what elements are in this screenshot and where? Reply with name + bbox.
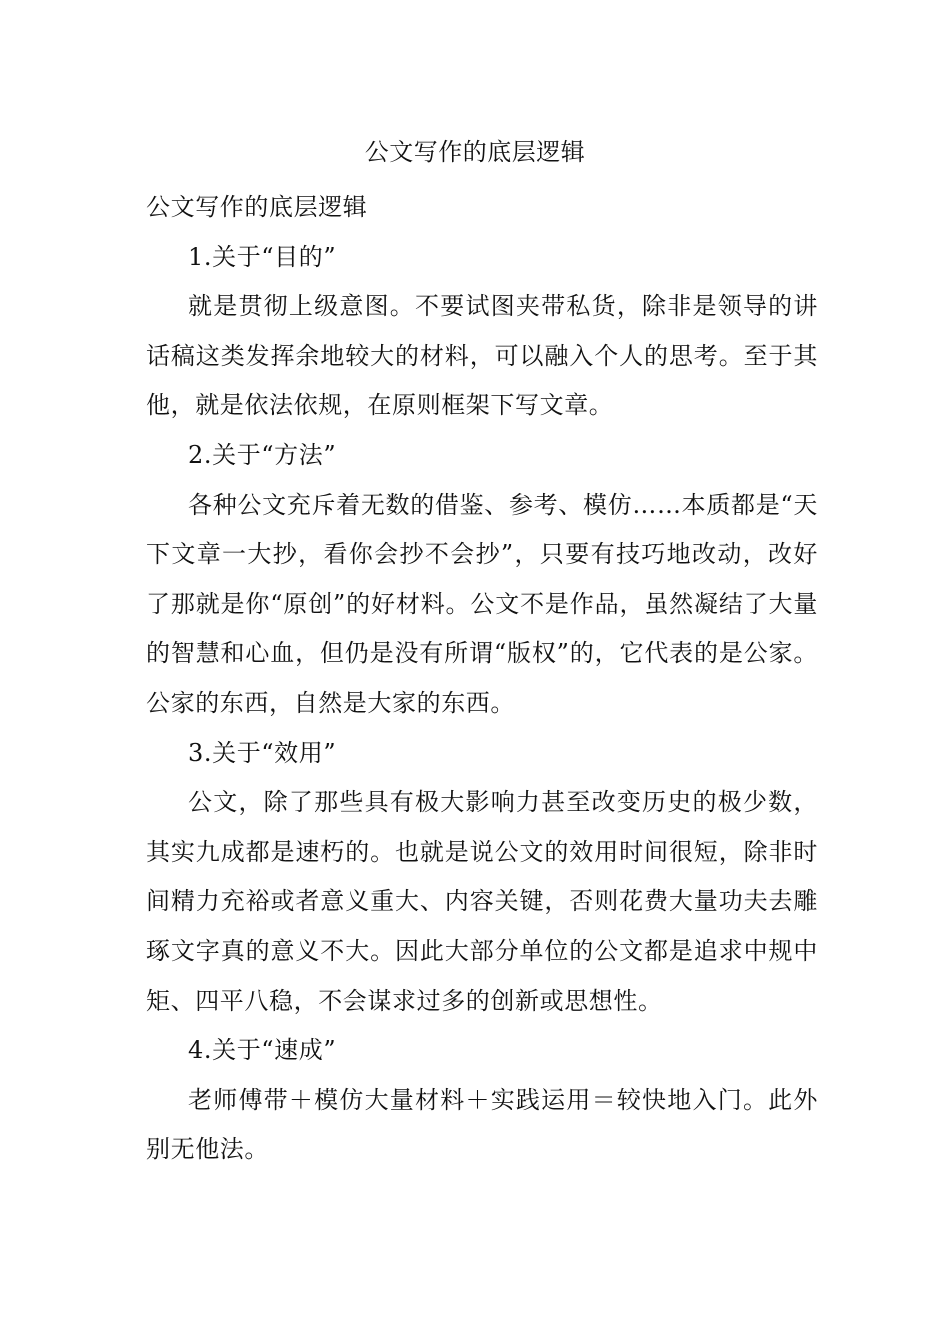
section-heading-quick-start: 4.关于“速成” — [188, 1036, 337, 1065]
section-body-quick-start: 老师傅带＋模仿大量材料＋实践运用＝较快地入门。此外别无他法。 — [146, 1085, 818, 1164]
document-body — [146, 183, 818, 1175]
section-heading-utility: 3.关于“效用” — [188, 738, 337, 767]
document-title: 公文写作的底层逻辑 — [364, 138, 586, 166]
section-body-utility: 公文，除了那些具有极大影响力甚至改变历史的极少数，其实九成都是速朽的。也就是说公文的效用时间很短，除非时间精力充裕或者意义重大、内容关键，否则花费大量功夫去雕琢文字真的意义不大。因此大部分单位的公文都是追求中规中矩、四平八稳，不会谋求过多的创新或思想性。 — [146, 788, 818, 1015]
section-body-method: 各种公文充斥着无数的借鉴、参考、模仿……本质都是“天下文章一大抄，看你会抄不会抄”，只要有技巧地改动，改好了那就是你“原创”的好材料。公文不是作品，虽然凝结了大量的智慧和心血，但仍是没有所谓“版权”的，它代表的是公家。公家的东西，自然是大家的东西。 — [146, 490, 818, 717]
section-heading-method: 2.关于“方法” — [188, 440, 337, 469]
section-body-purpose: 就是贯彻上级意图。不要试图夹带私货，除非是领导的讲话稿这类发挥余地较大的材料，可以融入个人的思考。至于其他，就是依法依规，在原则框架下写文章。 — [146, 292, 818, 420]
section-heading-purpose: 1.关于“目的” — [188, 242, 337, 271]
document-subtitle: 公文写作的底层逻辑 — [146, 193, 368, 221]
